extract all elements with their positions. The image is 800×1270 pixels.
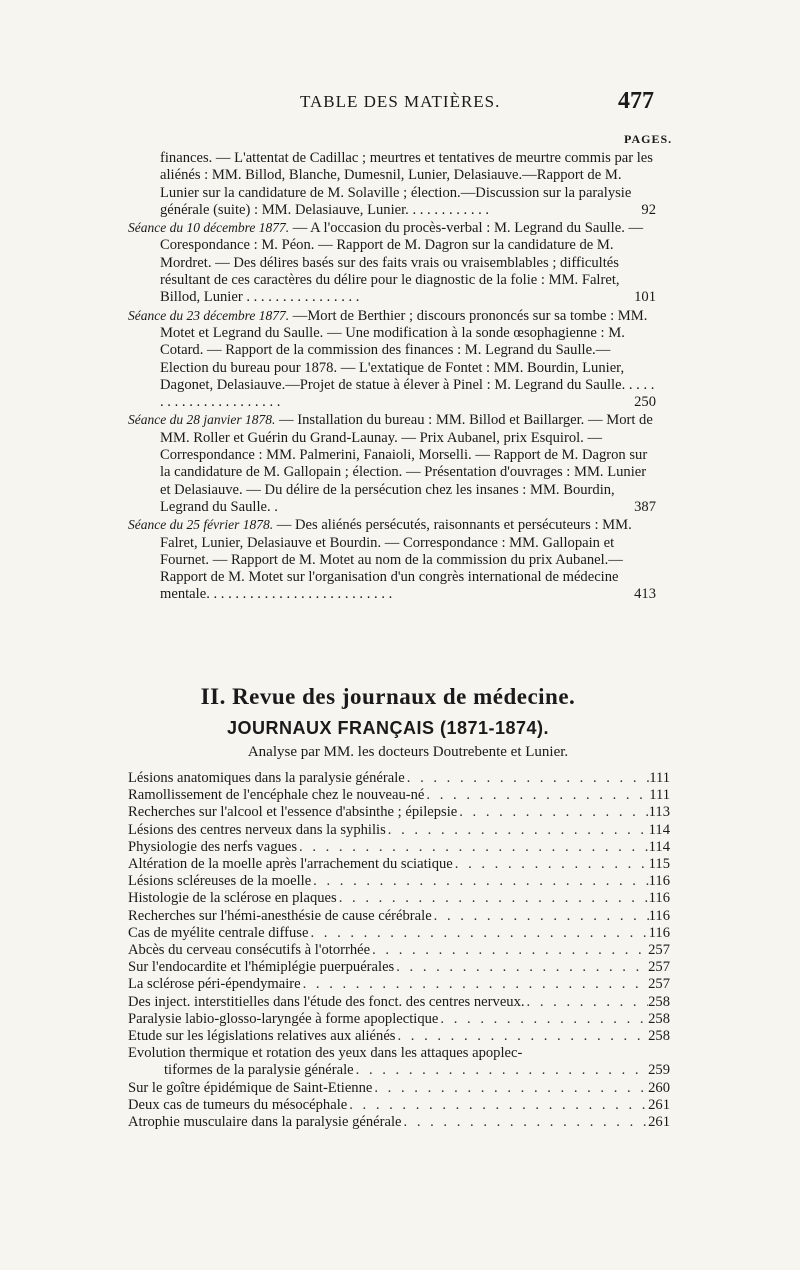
toc-page-number: 261 (648, 1114, 670, 1131)
toc-title: Abcès du cerveau consécutifs à l'otorrhée (128, 942, 371, 959)
toc-page-number: 116 (648, 924, 670, 941)
toc-row (128, 925, 670, 942)
toc-row (128, 1062, 670, 1079)
seance-date: Séance du 10 décembre 1877. (128, 220, 290, 236)
toc-page-number: 114 (648, 821, 670, 838)
dot-leader (424, 787, 649, 804)
dot-leader (308, 925, 648, 942)
seance-entry (128, 219, 656, 306)
toc-page-number: 257 (648, 942, 670, 959)
seance-text: finances. — L'attentat de Cadillac ; meurtres et tentatives de meurtre commis par les aliénés : MM. Billod, Blanche, Dumesnil, Lunier, Delasiauve.—Rapport de M. Lunier sur la candidature de M. Solaville ; élection.—Discussion sur la paralysie générale (suite) : MM. Delasiauve, Lunier. . . . . . . . . . . . (160, 150, 653, 218)
toc-page-number: 113 (648, 804, 670, 821)
dot-leader (297, 839, 649, 856)
dot-leader (301, 976, 649, 993)
toc-page-number: 115 (648, 856, 670, 873)
toc-title: La sclérose péri-épendymaire (128, 976, 301, 993)
dot-leader (311, 873, 648, 890)
toc-row (128, 959, 670, 976)
seance-date: Séance du 23 décembre 1877. (128, 307, 290, 323)
toc-title: Recherches sur l'alcool et l'essence d'absinthe ; épilepsie (128, 804, 458, 821)
toc-title: Etude sur les législations relatives aux aliénés (128, 1028, 396, 1045)
toc-title: Atrophie musculaire dans la paralysie générale (128, 1114, 402, 1131)
toc-title: Lésions scléreuses de la moelle (128, 873, 312, 890)
toc-row (128, 994, 670, 1011)
running-title: TABLE DES MATIÈRES. (300, 92, 501, 111)
toc-row (128, 1097, 670, 1114)
section-title: II. Revue des journaux de médecine. (200, 684, 576, 709)
toc-page-number: 116 (648, 873, 670, 890)
dot-leader (394, 959, 648, 976)
toc-title: Evolution thermique et rotation des yeux dans les attaques apoplec- (128, 1045, 523, 1062)
seance-entries (128, 150, 656, 604)
toc-title: Des inject. interstitielles dans l'étude des fonct. des centres nerveux. (128, 993, 525, 1010)
toc-title: Ramollissement de l'encéphale chez le nouveau-né (128, 787, 425, 804)
dot-leader (347, 1097, 648, 1114)
page-header (0, 88, 800, 116)
table-of-contents (128, 770, 670, 1131)
toc-row (128, 839, 670, 856)
toc-title: Lésions des centres nerveux dans la syphilis (128, 821, 386, 838)
toc-page-number: 258 (648, 993, 670, 1010)
toc-title: Sur le goître épidémique de Saint-Etienne (128, 1079, 373, 1096)
toc-title: Physiologie des nerfs vagues (128, 838, 298, 855)
dot-leader (337, 890, 649, 907)
dot-leader (432, 908, 649, 925)
toc-page-number: 261 (648, 1096, 670, 1113)
toc-title: Cas de myélite centrale diffuse (128, 924, 309, 941)
toc-row (128, 890, 670, 907)
toc-page-number: 116 (648, 907, 670, 924)
page-number: 477 (618, 88, 654, 114)
toc-row (128, 908, 670, 925)
toc-title: tiformes de la paralysie générale (164, 1062, 354, 1079)
toc-row (128, 787, 670, 804)
toc-title: Recherches sur l'hémi-anesthésie de cause cérébrale (128, 907, 432, 924)
toc-row (128, 804, 670, 821)
seance-page-number: 413 (634, 586, 656, 603)
seance-text: —Mort de Berthier ; discours prononcés sur sa tombe : MM. Motet et Legrand du Saulle. — Une modification à la sonde œsophagienne : M. Cotard. — Rapport de la commission des finances : M. Legrand du Saulle.—Election du bureau pour 1878. — L'extatique de Fontet : MM. Bourdin, Lunier, Dagonet, Delasiauve.—Projet de statue à élever à Pinel : M. Legrand du Saulle. . . . . . . . . . . . . . . . . . . . . . (160, 307, 655, 411)
dot-leader (386, 822, 649, 839)
dot-leader (405, 770, 649, 787)
toc-title: Altération de la moelle après l'arrachement du sciatique (128, 856, 453, 873)
toc-title: Paralysie labio-glosso-laryngée à forme apoplectique (128, 1010, 439, 1027)
seance-entry (128, 150, 656, 219)
toc-title: Sur l'endocardite et l'hémiplégie puerpuérales (128, 959, 395, 976)
subsection-title: JOURNAUX FRANÇAIS (1871-1874). (226, 718, 550, 738)
analysis-credit: Analyse par MM. les docteurs Doutrebente et Lunier. (247, 744, 569, 760)
toc-row (128, 1028, 670, 1045)
dot-leader (457, 804, 648, 821)
dot-leader (395, 1028, 648, 1045)
seance-text: — Installation du bureau : MM. Billod et Baillarger. — Mort de MM. Roller et Guérin du Grand-Launay. — Prix Aubanel, prix Esquirol. — Correspondance : MM. Palmerini, Fanaioli, Morselli. — Rapport de M. Dagron sur la candidature de M. Gallopain ; élection. — Présentation d'ouvrages : MM. Lunier et Delasiauve. — Du délire de la persécution chez les insanes : MM. Bourdin, Legrand du Saulle. . (160, 412, 653, 515)
toc-page-number: 116 (648, 890, 670, 907)
toc-row (128, 976, 670, 993)
seance-date: Séance du 28 janvier 1878. (128, 412, 276, 428)
toc-title: Histologie de la sclérose en plaques (128, 890, 337, 907)
toc-row (128, 856, 670, 873)
toc-page-number: 111 (649, 770, 670, 786)
seance-page-number: 92 (641, 201, 656, 218)
seance-page-number: 387 (634, 498, 656, 515)
seance-page-number: 101 (634, 289, 656, 306)
toc-row (128, 873, 670, 890)
dot-leader (370, 942, 648, 959)
toc-page-number: 257 (648, 976, 670, 993)
seance-entry (128, 307, 656, 412)
toc-page-number: 258 (648, 1010, 670, 1027)
toc-page-number: 114 (648, 838, 670, 855)
seance-text: — Des aliénés persécutés, raisonnants et persécuteurs : MM. Falret, Lunier, Delasiauve et Bourdin. — Correspondance : MM. Gallopain et Fournet. — Rapport de M. Motet au nom de la commission du prix Aubanel.—Rapport de M. Motet sur l'organisation d'un congrès international de médecine mentale. . . . . . . . . . . . . . . . . . . . . . . . . . (160, 517, 632, 603)
dot-leader (525, 994, 649, 1011)
toc-row (128, 770, 670, 787)
toc-title: Lésions anatomiques dans la paralysie générale (128, 770, 405, 786)
seance-entry (128, 411, 656, 516)
toc-row (128, 942, 670, 959)
pages-column-label: PAGES. (624, 132, 673, 146)
toc-row (128, 1080, 670, 1097)
dot-leader (453, 856, 649, 873)
toc-page-number: 259 (648, 1062, 670, 1079)
dot-leader (372, 1080, 648, 1097)
toc-title: Deux cas de tumeurs du mésocéphale (128, 1096, 348, 1113)
toc-page-number: 257 (648, 959, 670, 976)
dot-leader (438, 1011, 648, 1028)
toc-row (128, 1114, 670, 1131)
seance-entry (128, 516, 656, 603)
toc-page-number: 260 (648, 1079, 670, 1096)
dot-leader (402, 1114, 649, 1131)
toc-row (128, 1045, 670, 1062)
toc-row (128, 822, 670, 839)
seance-page-number: 250 (634, 394, 656, 411)
toc-page-number: 111 (649, 787, 670, 804)
seance-text: — A l'occasion du procès-verbal : M. Legrand du Saulle. — Corespondance : M. Péon. — Rapport de M. Dagron sur la candidature de M. Mordret. — Des délires basés sur des faits vrais ou vraisemblables ; difficultés résultant de ces caractères du délire pour le diagnostic de la folie : MM. Falret, Billod, Lunier . . . . . . . . . . . . . . . . (160, 220, 644, 306)
dot-leader (354, 1062, 648, 1079)
toc-row (128, 1011, 670, 1028)
seance-date: Séance du 25 février 1878. (128, 517, 274, 533)
toc-page-number: 258 (648, 1028, 670, 1045)
